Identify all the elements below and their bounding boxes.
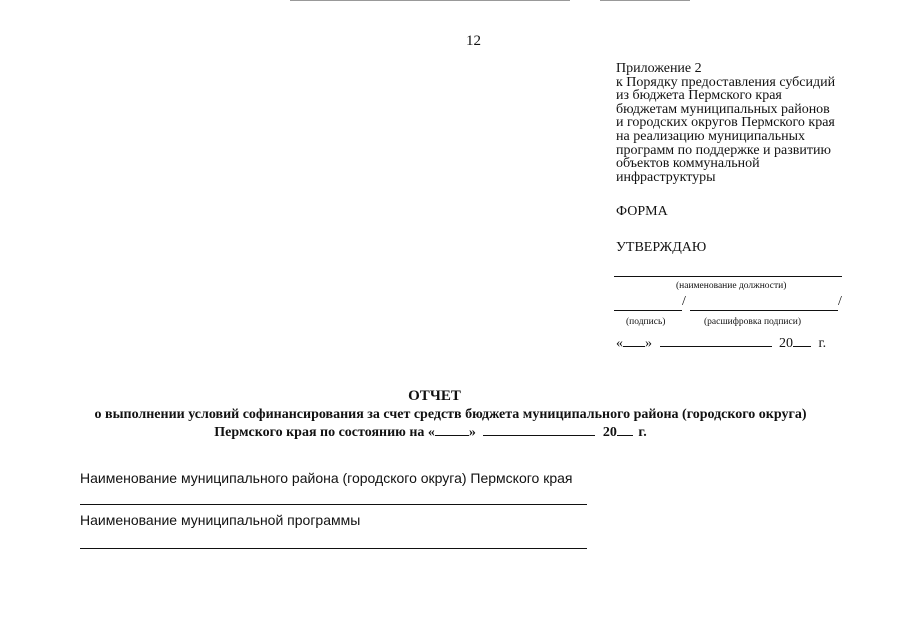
program-input-line[interactable]	[80, 548, 587, 549]
appendix-line: из бюджета Пермского края	[616, 88, 782, 104]
day-blank	[623, 333, 645, 347]
report-subtitle	[0, 408, 903, 440]
appendix-line: Приложение 2	[616, 61, 702, 76]
appendix-line: объектов коммунальной	[616, 156, 760, 172]
district-input-line[interactable]	[80, 504, 587, 505]
month-blank	[660, 333, 772, 347]
report-subtitle-line1: о выполнении условий софинансирования за счет средств бюджета муниципального района (городского округа)	[94, 407, 807, 422]
appendix-line: программ по поддержке и развитию	[616, 142, 831, 158]
signature-slash: /	[682, 294, 686, 309]
approve-label: УТВЕРЖДАЮ	[616, 240, 707, 255]
position-line	[614, 276, 842, 277]
signature-line	[614, 310, 682, 311]
signature-caption: (подпись)	[626, 317, 666, 327]
signature-slash-end: /	[838, 294, 842, 309]
position-caption: (наименование должности)	[676, 281, 787, 291]
report-year-blank	[617, 422, 633, 436]
appendix-line: к Порядку предоставления субсидий	[616, 74, 836, 90]
appendix-line: бюджетам муниципальных районов	[616, 101, 830, 117]
appendix-line: и городских округов Пермского края	[616, 115, 835, 131]
appendix-line: инфраструктуры	[616, 169, 716, 185]
scan-edge-line	[290, 0, 570, 2]
report-day-blank	[435, 422, 469, 436]
signature-decode-caption: (расшифровка подписи)	[704, 317, 801, 327]
signature-decode-line	[690, 310, 838, 311]
page-number: 12	[466, 33, 481, 49]
approve-date: « » 20 г.	[616, 333, 826, 352]
report-title: ОТЧЕТ	[408, 388, 461, 404]
appendix-line: на реализацию муниципальных	[616, 128, 806, 144]
report-month-blank	[483, 422, 595, 436]
report-subtitle-line2: Пермского края по состоянию на « » 20 г.	[0, 422, 903, 440]
program-label: Наименование муниципальной программы	[80, 512, 361, 528]
district-label: Наименование муниципального района (городского округа) Пермского края	[80, 470, 573, 486]
forma-label: ФОРМА	[616, 204, 668, 219]
appendix-block	[616, 62, 876, 184]
scan-edge-line	[600, 0, 690, 2]
year-blank	[793, 333, 811, 347]
